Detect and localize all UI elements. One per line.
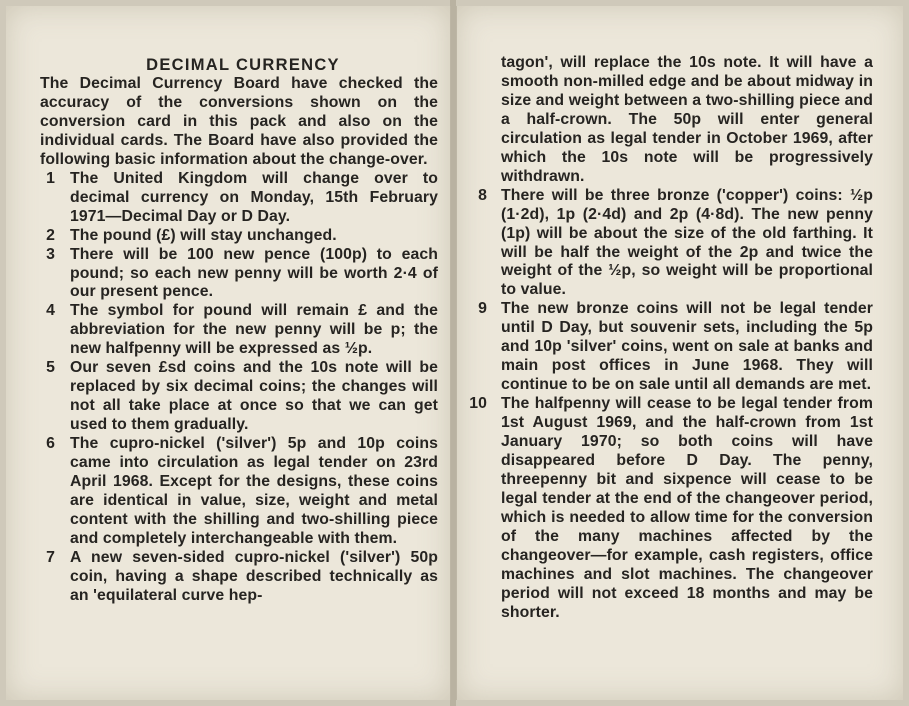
list-item-10 (467, 395, 873, 622)
item-number: 3 (46, 245, 55, 263)
list-item-8 (467, 187, 873, 301)
right-page (456, 6, 903, 700)
item-text: The United Kingdom will change over to decimal currency on Monday, 15th February 1971—Decimal Day or D Day. (70, 169, 438, 225)
list-item-5 (40, 359, 438, 435)
item-text: The new bronze coins will not be legal tender until D Day, but souvenir sets, including the 5p and 10p 'silver' coins, went on sale at banks and main post offices in June 1968. They will continue to be on sale until all demands are met. (501, 300, 873, 394)
item-text: There will be 100 new pence (100p) to each pound; so each new penny will be worth 2·4 of our present pence. (70, 245, 438, 301)
item-text: The pound (£) will stay unchanged. (70, 226, 337, 244)
item-number: 10 (469, 395, 487, 413)
item-text: The halfpenny will cease to be legal tender from 1st August 1969, and the half-crown from 1st January 1970; so both coins will have disappeared before D Day. The penny, threepenny bit and sixpence will cease to be legal tender at the end of the changeover period, which is needed to allow time for the conversion of the many machines affected by the changeover—for example, cash registers, office machines and slot machines. The changeover period will not exceed 18 months and may be shorter. (501, 395, 873, 621)
item-text: The symbol for pound will remain £ and the abbreviation for the new penny will be p; the new halfpenny will be expressed as ½p. (70, 302, 438, 358)
left-page-text (40, 56, 438, 606)
item-number: 7 (46, 548, 55, 566)
item-number: 4 (46, 302, 55, 320)
list-item-2 (40, 227, 438, 246)
page-title: DECIMAL CURRENCY (146, 56, 340, 74)
item-text: A new seven-sided cupro-nickel ('silver') 50p coin, having a shape described technically as an 'equilateral curve hep- (70, 548, 438, 604)
item-text: The cupro-nickel ('silver') 5p and 10p coins came into circulation as legal tender on 23rd April 1968. Except for the designs, these coins are identical in value, size, weight and metal content with the shilling and two-shilling piece and completely interchangeable with them. (70, 435, 438, 547)
list-item-1 (40, 170, 438, 227)
intro-paragraph: The Decimal Currency Board have checked the accuracy of the conversions shown on the conversion card in this pack and also on the individual cards. The Board have also provided the following basic information about the change-over. (40, 75, 438, 168)
item-number: 8 (478, 186, 487, 204)
item-number: 1 (46, 169, 55, 187)
list-item-3 (40, 246, 438, 303)
item-7-continuation: tagon', will replace the 10s note. It will have a smooth non-milled edge and be about midway in size and weight between a two-shilling piece and a half-crown. The 50p will enter general circulation as legal tender in October 1969, after which the 10s note will be progressively withdrawn. (501, 54, 873, 185)
left-page (6, 6, 451, 700)
item-text: There will be three bronze ('copper') coins: ½p (1·2d), 1p (2·4d) and 2p (4·8d). The new penny (1p) will be about the size of the old farthing. It will be half the weight of the 2p and twice the weight of the ½p, so weight will be proportional to value. (501, 186, 873, 299)
item-number: 9 (478, 300, 487, 318)
list-item-9 (467, 300, 873, 395)
right-page-text (467, 54, 873, 623)
item-number: 2 (46, 226, 55, 244)
item-number: 5 (46, 359, 55, 377)
item-text: Our seven £sd coins and the 10s note will be replaced by six decimal coins; the changes will not all take place at once so that we can get used to them gradually. (70, 359, 438, 434)
list-item-6 (40, 435, 438, 549)
list-item-4 (40, 302, 438, 359)
list-item-7 (40, 549, 438, 606)
item-number: 6 (46, 435, 55, 453)
